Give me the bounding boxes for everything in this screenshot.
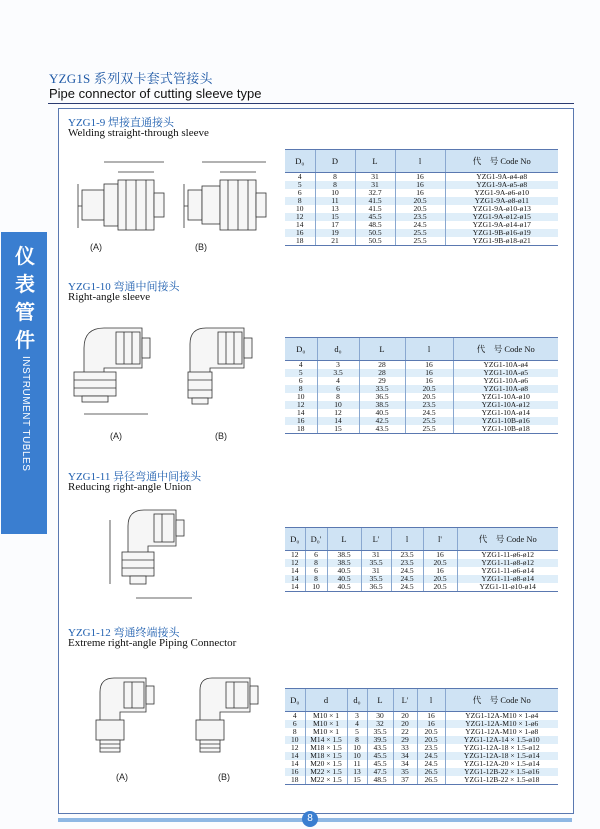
table-cell: 14 [285, 575, 305, 583]
table-cell: 36.5 [359, 393, 405, 401]
section-subtitle: Reducing right-angle Union [68, 481, 192, 493]
spec-table-yzg1-12 [285, 688, 558, 785]
table-cell: YZG1-12A-18 × 1.5-ø14 [445, 752, 558, 760]
column-header: l [395, 150, 445, 173]
table-cell: M10 × 1 [305, 728, 347, 736]
table-cell: YZG1-11-ø6-ø14 [457, 567, 558, 575]
side-char: 表 [15, 272, 35, 296]
column-header: 代 号 Code No [453, 338, 558, 361]
column-header: D₀' [305, 528, 327, 551]
table-cell: 23.5 [405, 401, 453, 409]
table-cell: YZG1-12A-M10 × 1-ø6 [445, 720, 558, 728]
table-cell: YZG1-11-ø8-ø14 [457, 575, 558, 583]
table-cell: 40.5 [359, 409, 405, 417]
column-header: D₀ [285, 150, 315, 173]
column-header: D₀ [285, 528, 305, 551]
section-title: YZG1-11 异径弯通中间接头 [68, 471, 202, 483]
table-cell: 24.5 [391, 583, 423, 592]
table-cell: YZG1-10A-ø5 [453, 369, 558, 377]
reducing-union-drawing [96, 500, 206, 612]
table-cell: 8 [315, 173, 355, 182]
table-cell: 31 [361, 551, 391, 560]
table-cell: 20.5 [423, 559, 457, 567]
table-cell: 10 [285, 736, 305, 744]
table-cell: 40.5 [327, 567, 361, 575]
side-char: 管 [15, 300, 35, 324]
table-cell: M10 × 1 [305, 712, 347, 721]
table-cell: 20.5 [417, 736, 445, 744]
table-cell: 20.5 [395, 205, 445, 213]
section-title: YZG1-12 弯通终端接头 [68, 627, 180, 639]
table-cell: 8 [315, 181, 355, 189]
table-cell: 3 [317, 361, 359, 370]
table-cell: 16 [405, 369, 453, 377]
table-cell: 45.5 [367, 760, 393, 768]
table-cell: 12 [285, 559, 305, 567]
table-cell: 41.5 [355, 205, 395, 213]
table-cell: 23.5 [391, 559, 423, 567]
table-cell: 20 [393, 720, 417, 728]
table-cell: 25.5 [405, 425, 453, 434]
table-cell: YZG1-12B-22 × 1.5-ø18 [445, 776, 558, 785]
table-cell: 17 [315, 221, 355, 229]
side-char: 件 [15, 328, 35, 352]
table-cell: M18 × 1.5 [305, 744, 347, 752]
column-header: 代 号 Code No [445, 150, 558, 173]
table-cell: 5 [285, 369, 317, 377]
table-cell: 3.5 [317, 369, 359, 377]
column-header: l [405, 338, 453, 361]
column-header: L [367, 689, 393, 712]
table-cell: 38.5 [359, 401, 405, 409]
column-header: 代 号 Code No [457, 528, 558, 551]
table-cell: 47.5 [367, 768, 393, 776]
column-header: D₀ [285, 689, 305, 712]
table-cell: 16 [405, 361, 453, 370]
table-cell: 14 [285, 752, 305, 760]
table-cell: 5 [285, 181, 315, 189]
table-cell: 22 [393, 728, 417, 736]
table-row [285, 237, 558, 246]
table-cell: 32.7 [355, 189, 395, 197]
table-cell: 8 [347, 736, 367, 744]
table-cell: 23.5 [395, 213, 445, 221]
table-cell: 10 [296, 204, 304, 213]
column-header: L [327, 528, 361, 551]
column-header: L' [361, 528, 391, 551]
table-cell: 32 [367, 720, 393, 728]
table-cell: 25.5 [395, 229, 445, 237]
header-rule [48, 103, 574, 104]
table-cell: 13 [347, 768, 367, 776]
side-english-label: INSTRUMENT TUBLES [20, 356, 31, 472]
section-title: YZG1-10 弯通中间接头 [68, 281, 180, 293]
table-cell: 18 [285, 776, 305, 785]
table-cell: 16 [285, 229, 315, 237]
table-cell: 10 [315, 189, 355, 197]
table-cell: 16 [395, 189, 445, 197]
table-cell: 20 [393, 712, 417, 721]
table-cell: 6 [305, 551, 327, 560]
table-cell: 50.5 [355, 237, 395, 246]
page-number: 8 [302, 811, 318, 827]
table-cell: 21 [315, 237, 355, 246]
table-cell: 14 [297, 408, 305, 417]
table-cell: YZG1-9A-ø14-ø17 [445, 221, 558, 229]
table-cell: 25.5 [405, 417, 453, 425]
table-cell: 16 [405, 377, 453, 385]
table-cell: YZG1-9A-ø12-ø15 [445, 213, 558, 221]
table-cell: 24.5 [391, 575, 423, 583]
table-cell: M10 × 1 [305, 720, 347, 728]
table-cell: 16 [423, 551, 457, 560]
table-cell: 11 [315, 197, 355, 205]
table-cell: YZG1-11-ø8-ø12 [457, 559, 558, 567]
series-title: YZG1S 系列双卡套式管接头 [49, 71, 213, 86]
column-header: l' [423, 528, 457, 551]
drawing-caption: (B) [195, 242, 207, 252]
table-cell: 29 [359, 377, 405, 385]
table-cell: YZG1-11-ø10-ø14 [457, 583, 558, 592]
table-cell: 42.5 [359, 417, 405, 425]
table-cell: 8 [305, 575, 327, 583]
table-cell: 4 [317, 377, 359, 385]
column-header: L [359, 338, 405, 361]
table-cell: 10 [305, 583, 327, 592]
column-header: D₀ [285, 338, 317, 361]
table-cell: 20.5 [405, 385, 453, 393]
side-category-tab [1, 232, 47, 534]
table-header-row [285, 528, 558, 551]
table-cell: 12 [291, 550, 299, 559]
table-cell: 8 [285, 385, 317, 393]
table-cell: 24.5 [395, 221, 445, 229]
table-cell: YZG1-12A-M10 × 1-ø4 [445, 712, 558, 721]
table-cell: 16 [395, 181, 445, 189]
table-cell: 48.5 [367, 776, 393, 785]
table-cell: M22 × 1.5 [305, 776, 347, 785]
table-cell: 35.5 [361, 559, 391, 567]
table-cell: 6 [305, 567, 327, 575]
table-cell: 8 [305, 559, 327, 567]
table-cell: YZG1-12A-18 × 1.5-ø12 [445, 744, 558, 752]
table-cell: 34 [393, 752, 417, 760]
table-cell: 31 [361, 567, 391, 575]
table-cell: 41.5 [355, 197, 395, 205]
column-header: L [355, 150, 395, 173]
table-cell: 14 [317, 417, 359, 425]
section-subtitle: Extreme right-angle Piping Connector [68, 637, 237, 649]
table-cell: 10 [297, 392, 305, 401]
table-row [285, 776, 558, 785]
table-cell: YZG1-10A-ø14 [453, 409, 558, 417]
table-cell: 11 [347, 760, 367, 768]
table-cell: 15 [317, 425, 359, 434]
table-cell: 23.5 [417, 744, 445, 752]
table-cell: YZG1-9A-ø8-ø11 [445, 197, 558, 205]
table-cell: 26.5 [417, 768, 445, 776]
table-cell: 33.5 [359, 385, 405, 393]
table-cell: 48.5 [355, 221, 395, 229]
table-cell: 18 [285, 425, 317, 434]
table-cell: 8 [292, 727, 297, 736]
table-cell: YZG1-10A-ø8 [453, 385, 558, 393]
table-cell: 50.5 [355, 229, 395, 237]
spec-table-yzg1-11 [285, 527, 558, 592]
table-cell: YZG1-10B-ø16 [453, 417, 558, 425]
table-cell: 4 [297, 172, 302, 181]
column-header: d₀ [317, 338, 359, 361]
table-cell: 10 [347, 752, 367, 760]
table-cell: 6 [297, 188, 302, 197]
table-cell: 12 [285, 401, 317, 409]
table-cell: 14 [296, 220, 304, 229]
table-cell: YZG1-12A-M10 × 1-ø8 [445, 728, 558, 736]
table-cell: 40.5 [327, 583, 361, 592]
table-cell: 20.5 [405, 393, 453, 401]
section-subtitle: Right-angle sleeve [68, 291, 151, 303]
table-cell: 14 [291, 759, 299, 768]
table-cell: YZG1-10B-ø18 [453, 425, 558, 434]
table-cell: 13 [315, 205, 355, 213]
table-cell: YZG1-9B-ø18-ø21 [445, 237, 558, 246]
table-cell: 36.5 [361, 583, 391, 592]
table-cell: 16 [395, 173, 445, 182]
table-cell: 15 [347, 776, 367, 785]
table-cell: 6 [298, 376, 303, 385]
table-cell: YZG1-9A-ø5-ø8 [445, 181, 558, 189]
drawing-caption: (A) [116, 772, 128, 782]
table-cell: 43.5 [367, 744, 393, 752]
table-cell: 31 [355, 181, 395, 189]
table-cell: M14 × 1.5 [305, 736, 347, 744]
table-cell: 19 [315, 229, 355, 237]
table-cell: 39.5 [367, 736, 393, 744]
table-cell: 38.5 [327, 559, 361, 567]
table-cell: M20 × 1.5 [305, 760, 347, 768]
table-cell: 10 [317, 401, 359, 409]
table-cell: YZG1-10A-ø12 [453, 401, 558, 409]
column-header: d [305, 689, 347, 712]
table-cell: 16 [417, 720, 445, 728]
table-cell: YZG1-9A-ø4-ø8 [445, 173, 558, 182]
table-cell: 28 [359, 361, 405, 370]
extreme-connector-drawing [70, 668, 280, 768]
table-cell: 25.5 [395, 237, 445, 246]
table-cell: 20.5 [423, 575, 457, 583]
table-cell: 12 [291, 743, 299, 752]
table-cell: 34 [393, 760, 417, 768]
table-cell: 35 [393, 768, 417, 776]
column-header: l [417, 689, 445, 712]
table-cell: 45.5 [355, 213, 395, 221]
table-cell: 43.5 [359, 425, 405, 434]
spec-table-yzg1-9 [285, 149, 558, 246]
table-cell: 12 [317, 409, 359, 417]
table-cell: 14 [291, 566, 299, 575]
table-cell: 16 [285, 417, 317, 425]
table-cell: 12 [285, 213, 315, 221]
table-cell: 35.5 [367, 728, 393, 736]
spec-table-yzg1-10 [285, 337, 558, 434]
table-cell: YZG1-10A-ø6 [453, 377, 558, 385]
table-cell: 8 [285, 197, 315, 205]
table-cell: 24.5 [417, 760, 445, 768]
table-cell: 10 [347, 744, 367, 752]
table-cell: 5 [347, 728, 367, 736]
table-cell: 16 [423, 567, 457, 575]
table-header-row [285, 689, 558, 712]
series-subtitle: Pipe connector of cutting sleeve type [49, 86, 262, 101]
table-cell: 14 [285, 583, 305, 592]
table-cell: 16 [417, 712, 445, 721]
table-header-row [285, 338, 558, 361]
table-cell: YZG1-12A-14 × 1.5-ø10 [445, 736, 558, 744]
table-cell: 6 [285, 720, 305, 728]
table-row [285, 583, 558, 592]
table-cell: YZG1-9A-ø6-ø10 [445, 189, 558, 197]
table-cell: YZG1-10A-ø4 [453, 361, 558, 370]
table-cell: 24.5 [391, 567, 423, 575]
side-english-wrap [1, 354, 47, 524]
column-header: 代 号 Code No [445, 689, 558, 712]
table-cell: 40.5 [327, 575, 361, 583]
table-cell: 45.5 [367, 752, 393, 760]
table-cell: 4 [347, 720, 367, 728]
table-cell: M22 × 1.5 [305, 768, 347, 776]
table-cell: 3 [347, 712, 367, 721]
table-cell: 26.5 [417, 776, 445, 785]
right-angle-sleeve-drawing [64, 318, 284, 430]
drawing-caption: (A) [90, 242, 102, 252]
side-char: 仪 [15, 244, 35, 268]
drawing-caption: (A) [110, 431, 122, 441]
table-row [285, 425, 558, 434]
section-title: YZG1-9 焊接直通接头 [68, 117, 175, 129]
table-cell: 35.5 [361, 575, 391, 583]
table-cell: 15 [315, 213, 355, 221]
table-cell: YZG1-12B-22 × 1.5-ø16 [445, 768, 558, 776]
column-header: l [391, 528, 423, 551]
table-cell: YZG1-12A-20 × 1.5-ø14 [445, 760, 558, 768]
table-cell: 4 [292, 711, 297, 720]
table-cell: M18 × 1.5 [305, 752, 347, 760]
table-cell: 20.5 [423, 583, 457, 592]
table-cell: 37 [393, 776, 417, 785]
table-cell: 24.5 [405, 409, 453, 417]
table-cell: 16 [285, 768, 305, 776]
table-cell: 8 [317, 393, 359, 401]
table-cell: 6 [317, 385, 359, 393]
table-cell: YZG1-10A-ø10 [453, 393, 558, 401]
table-cell: YZG1-9B-ø16-ø19 [445, 229, 558, 237]
table-cell: 20.5 [417, 728, 445, 736]
section-subtitle: Welding straight-through sleeve [68, 127, 209, 139]
table-cell: 38.5 [327, 551, 361, 560]
column-header: D [315, 150, 355, 173]
table-cell: 31 [355, 173, 395, 182]
table-cell: 24.5 [417, 752, 445, 760]
column-header: L' [393, 689, 417, 712]
column-header: d₀ [347, 689, 367, 712]
table-cell: 4 [298, 360, 303, 369]
table-header-row [285, 150, 558, 173]
table-cell: 18 [285, 237, 315, 246]
table-cell: 20.5 [395, 197, 445, 205]
table-cell: 28 [359, 369, 405, 377]
table-cell: 33 [393, 744, 417, 752]
straight-sleeve-drawing [66, 148, 276, 253]
table-cell: 29 [393, 736, 417, 744]
table-cell: YZG1-11-ø6-ø12 [457, 551, 558, 560]
table-cell: 30 [367, 712, 393, 721]
drawing-caption: (B) [215, 431, 227, 441]
table-cell: 23.5 [391, 551, 423, 560]
drawing-caption: (B) [218, 772, 230, 782]
table-cell: YZG1-9A-ø10-ø13 [445, 205, 558, 213]
